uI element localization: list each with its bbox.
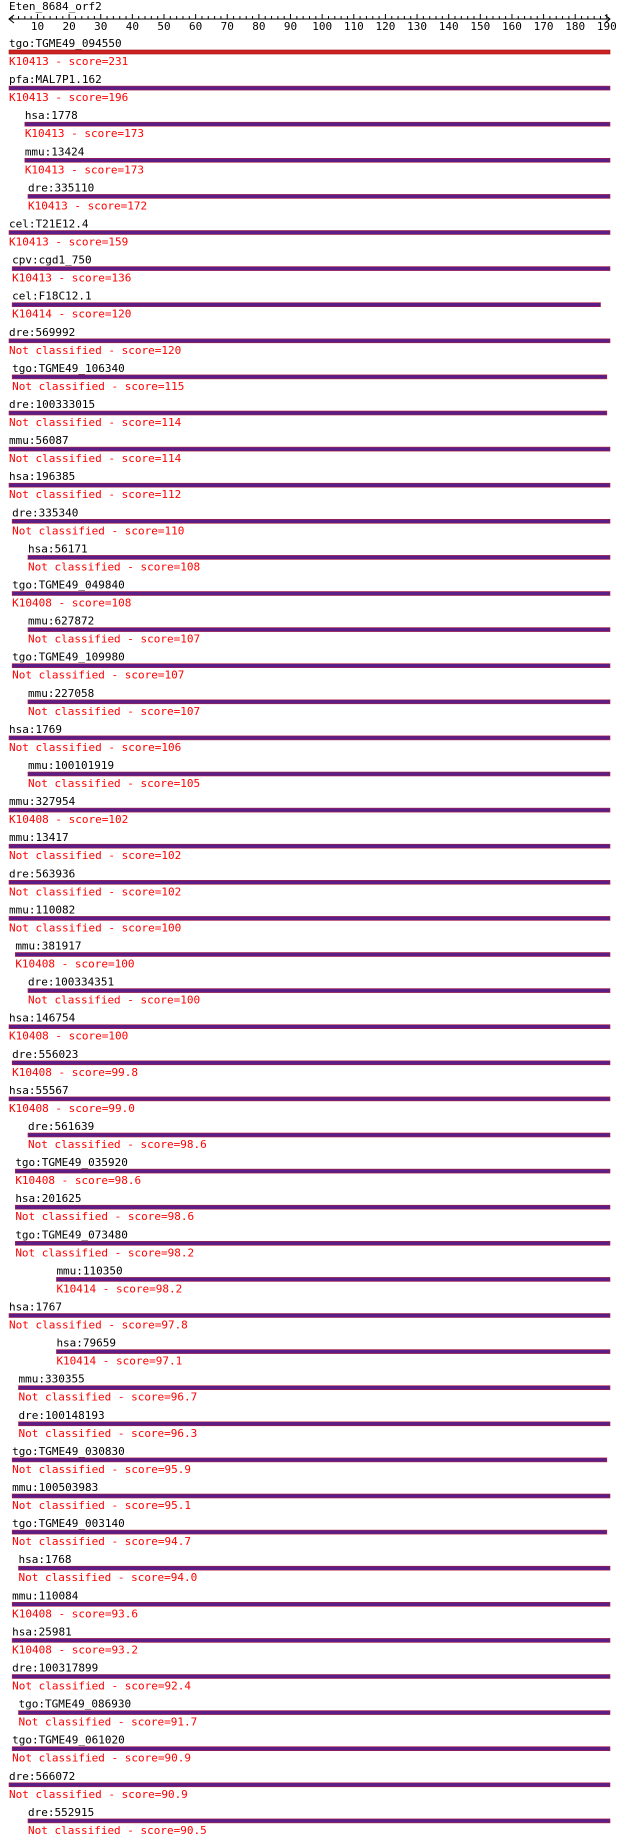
hit-alignment-bar[interactable] xyxy=(12,1494,610,1498)
hit-name: mmu:330355 xyxy=(18,1372,85,1386)
hit-row xyxy=(9,795,610,826)
hit-score-label: K10408 - score=99.0 xyxy=(9,1101,135,1115)
hit-name: tgo:TGME49_106340 xyxy=(12,361,125,375)
hit-score-label: Not classified - score=115 xyxy=(12,379,185,393)
hit-name: mmu:110082 xyxy=(9,903,76,917)
hit-alignment-bar[interactable] xyxy=(12,1675,610,1679)
hit-alignment-bar[interactable] xyxy=(9,1025,610,1029)
hit-alignment-bar[interactable] xyxy=(12,1061,610,1065)
hit-row xyxy=(28,1120,610,1151)
ruler-tick-label: 90 xyxy=(283,20,298,33)
hit-row xyxy=(9,470,610,501)
ruler-tick-label: 150 xyxy=(470,20,491,33)
hit-alignment-bar[interactable] xyxy=(25,158,610,162)
hit-alignment-bar[interactable] xyxy=(12,267,610,271)
hit-alignment-bar[interactable] xyxy=(9,339,610,343)
hit-name: mmu:56087 xyxy=(9,434,69,448)
hit-row xyxy=(28,1806,610,1837)
hit-alignment-bar[interactable] xyxy=(25,122,610,126)
hit-name: mmu:100101919 xyxy=(27,759,115,772)
hit-score-label: Not classified - score=90.9 xyxy=(12,1751,191,1765)
hit-name: mmu:381917 xyxy=(15,939,82,953)
hit-alignment-bar[interactable] xyxy=(9,844,610,848)
hit-row xyxy=(9,867,610,898)
hit-name: dre:552915 xyxy=(27,1805,95,1819)
hit-name: mmu:227058 xyxy=(27,686,95,700)
hit-row xyxy=(15,1156,610,1187)
hit-alignment-bar[interactable] xyxy=(18,1711,610,1715)
hit-name: dre:566072 xyxy=(9,1769,76,1783)
hit-name: tgo:TGME49_049840 xyxy=(12,578,125,592)
hit-row xyxy=(9,326,610,357)
ruler-tick-label: 190 xyxy=(596,20,617,33)
ruler-tick-label: 140 xyxy=(438,20,459,33)
hit-alignment-bar[interactable] xyxy=(28,700,610,704)
hit-row xyxy=(9,218,610,249)
hit-alignment-bar[interactable] xyxy=(12,1458,607,1462)
hit-row xyxy=(9,1301,610,1332)
hit-alignment-bar[interactable] xyxy=(28,194,610,198)
hit-alignment-bar[interactable] xyxy=(15,953,610,957)
hit-row xyxy=(28,759,610,790)
hit-score-label: K10408 - score=99.8 xyxy=(12,1065,139,1079)
hit-name: hsa:25981 xyxy=(12,1625,72,1639)
hit-row xyxy=(18,1373,610,1404)
hit-score-label: K10408 - score=100 xyxy=(15,957,135,971)
hit-name: hsa:79659 xyxy=(56,1336,117,1350)
ruler-tick-label: 120 xyxy=(375,20,396,33)
ruler-tick-label: 20 xyxy=(62,20,76,33)
hit-score-label: Not classified - score=107 xyxy=(27,632,201,646)
hit-name: tgo:TGME49_086930 xyxy=(18,1697,132,1711)
hit-name: mmu:13424 xyxy=(24,145,85,159)
hit-alignment-bar[interactable] xyxy=(12,519,610,523)
hit-name: tgo:TGME49_094550 xyxy=(9,37,122,50)
hit-name: dre:563936 xyxy=(9,867,76,881)
hit-score-label: Not classified - score=92.4 xyxy=(12,1679,191,1693)
hit-alignment-bar[interactable] xyxy=(28,989,610,993)
hit-alignment-bar[interactable] xyxy=(9,880,610,884)
hit-name: dre:100333015 xyxy=(9,398,96,411)
hit-score-label: K10413 - score=173 xyxy=(24,163,145,177)
hit-row xyxy=(18,1409,610,1440)
hit-name: dre:335340 xyxy=(12,506,79,520)
hit-score-label: Not classified - score=97.8 xyxy=(9,1318,188,1332)
hit-name: tgo:TGME49_003140 xyxy=(12,1517,125,1531)
hit-score-label: Not classified - score=94.0 xyxy=(18,1571,198,1585)
ruler-tick-label: 180 xyxy=(565,20,586,33)
hit-row xyxy=(9,73,610,104)
hit-score-label: K10408 - score=100 xyxy=(9,1029,129,1043)
hit-score-label: K10408 - score=98.6 xyxy=(15,1174,142,1188)
ruler-tick-label: 110 xyxy=(343,20,364,33)
hit-alignment-bar[interactable] xyxy=(9,736,610,740)
hit-score-label: Not classified - score=100 xyxy=(9,921,182,935)
hit-alignment-bar[interactable] xyxy=(12,375,607,379)
hit-row xyxy=(9,723,610,754)
hit-alignment-bar[interactable] xyxy=(18,1422,610,1426)
hit-score-label: Not classified - score=90.9 xyxy=(9,1787,188,1801)
hit-score-label: K10413 - score=172 xyxy=(27,199,148,213)
hit-row xyxy=(12,1445,607,1476)
hit-name: tgo:TGME49_035920 xyxy=(15,1156,128,1170)
hit-alignment-bar[interactable] xyxy=(56,1350,610,1354)
hit-score-label: Not classified - score=102 xyxy=(9,885,182,899)
ruler-tick-label: 60 xyxy=(189,20,203,33)
hit-name: dre:100334351 xyxy=(27,975,115,989)
hit-alignment-bar[interactable] xyxy=(9,483,610,487)
hit-score-label: K10414 - score=120 xyxy=(12,307,132,321)
hit-row xyxy=(18,1553,610,1584)
ruler-tick-label: 30 xyxy=(94,20,108,33)
hit-name: pfa:MAL7P1.162 xyxy=(9,73,102,87)
hit-score-label: Not classified - score=106 xyxy=(9,740,182,754)
hit-name: cel:F18C12.1 xyxy=(12,289,92,303)
hit-score-label: K10414 - score=97.1 xyxy=(56,1354,183,1368)
hit-alignment-bar[interactable] xyxy=(56,1277,610,1281)
hit-name: hsa:55567 xyxy=(9,1083,69,1097)
hit-alignment-bar[interactable] xyxy=(9,231,610,235)
hit-name: tgo:TGME49_061020 xyxy=(12,1733,125,1747)
hit-name: tgo:TGME49_109980 xyxy=(12,650,125,664)
hit-score-label: Not classified - score=95.9 xyxy=(12,1462,191,1476)
hit-row xyxy=(28,615,610,646)
hit-row xyxy=(12,1481,610,1512)
hit-score-label: Not classified - score=95.1 xyxy=(12,1499,191,1512)
ruler-tick-label: 160 xyxy=(502,20,522,33)
hit-name: cel:T21E12.4 xyxy=(9,217,89,231)
hit-alignment-bar[interactable] xyxy=(28,628,610,632)
hit-name: mmu:13417 xyxy=(9,831,69,845)
hit-name: dre:100317899 xyxy=(12,1661,99,1675)
hit-row xyxy=(12,651,610,682)
hit-score-label: Not classified - score=102 xyxy=(9,849,182,863)
hit-score-label: K10413 - score=173 xyxy=(24,127,145,141)
ruler-tick-label: 170 xyxy=(533,20,554,33)
hit-row xyxy=(25,145,610,176)
hit-name: hsa:196385 xyxy=(9,470,76,484)
hit-name: mmu:627872 xyxy=(27,614,95,628)
hit-name: hsa:146754 xyxy=(9,1011,76,1025)
ruler-tick-label: 50 xyxy=(157,20,171,33)
hit-alignment-bar[interactable] xyxy=(9,447,610,451)
ruler-tick-label: 40 xyxy=(125,20,139,33)
hit-row xyxy=(18,1698,610,1729)
hit-alignment-bar[interactable] xyxy=(9,916,610,920)
hit-row xyxy=(9,1084,610,1115)
hit-score-label: K10408 - score=93.2 xyxy=(12,1643,139,1657)
hit-row xyxy=(12,1048,610,1079)
hit-alignment-bar[interactable] xyxy=(15,1241,610,1245)
hit-score-label: K10413 - score=159 xyxy=(9,235,129,249)
hit-name: hsa:1769 xyxy=(9,722,62,736)
hit-name: hsa:1778 xyxy=(24,109,78,123)
hit-row xyxy=(28,181,610,212)
ruler-tick-label: 100 xyxy=(312,20,333,33)
hit-alignment-bar[interactable] xyxy=(9,1783,610,1787)
hit-name: dre:561639 xyxy=(27,1120,95,1133)
ruler xyxy=(9,0,617,33)
hit-alignment-bar[interactable] xyxy=(9,1097,610,1101)
hit-alignment-bar[interactable] xyxy=(28,1819,610,1823)
hit-row xyxy=(12,1662,610,1693)
hit-row xyxy=(12,1589,610,1620)
hit-score-label: Not classified - score=96.7 xyxy=(18,1390,198,1404)
hit-row xyxy=(9,37,610,68)
hit-row xyxy=(28,687,610,718)
hit-row xyxy=(9,831,610,862)
ruler-tick-label: 10 xyxy=(30,20,45,33)
hit-score-label: Not classified - score=98.2 xyxy=(15,1246,195,1260)
hit-alignment-bar[interactable] xyxy=(28,1133,610,1137)
hit-row xyxy=(12,1625,610,1656)
hit-score-label: K10408 - score=102 xyxy=(9,813,129,827)
hit-row xyxy=(56,1337,610,1368)
hit-row xyxy=(12,579,610,610)
hit-row xyxy=(25,109,610,140)
hit-row xyxy=(12,254,610,285)
hit-row xyxy=(12,290,600,321)
hit-score-label: Not classified - score=112 xyxy=(9,488,182,502)
hit-name: dre:335110 xyxy=(27,181,95,195)
hit-score-label: Not classified - score=94.7 xyxy=(12,1535,191,1549)
hit-score-label: K10408 - score=108 xyxy=(12,596,132,610)
hit-row xyxy=(9,434,610,465)
hit-alignment-bar[interactable] xyxy=(9,808,610,812)
hit-score-label: Not classified - score=107 xyxy=(27,704,201,718)
hit-score-label: K10413 - score=136 xyxy=(12,271,132,285)
hit-name: hsa:1767 xyxy=(9,1300,62,1314)
hit-score-label: Not classified - score=96.3 xyxy=(18,1426,198,1440)
hit-row xyxy=(9,1770,610,1801)
hit-score-label: K10413 - score=231 xyxy=(9,55,129,68)
hit-alignment-bar[interactable] xyxy=(12,592,610,596)
hit-row xyxy=(12,1734,610,1765)
hit-alignment-bar[interactable] xyxy=(9,1314,610,1318)
hit-name: hsa:56171 xyxy=(27,542,88,556)
hit-score-label: Not classified - score=91.7 xyxy=(18,1715,198,1729)
hit-row xyxy=(56,1264,610,1295)
hit-row xyxy=(9,903,610,934)
hit-name: tgo:TGME49_073480 xyxy=(15,1228,128,1242)
hit-list xyxy=(9,37,610,1837)
hit-alignment-bar[interactable] xyxy=(12,1638,610,1642)
hit-alignment-bar[interactable] xyxy=(12,1530,607,1534)
hit-name: tgo:TGME49_030830 xyxy=(12,1444,125,1458)
hit-name: hsa:1768 xyxy=(18,1553,72,1567)
hit-name: mmu:327954 xyxy=(9,795,76,809)
hit-alignment-bar[interactable] xyxy=(9,50,610,54)
hit-alignment-bar[interactable] xyxy=(28,555,610,559)
ruler-tick-label: 80 xyxy=(252,20,266,33)
hit-row xyxy=(9,398,607,429)
hit-name: mmu:110084 xyxy=(12,1589,79,1603)
hit-row xyxy=(15,1228,610,1259)
hit-alignment-bar[interactable] xyxy=(28,772,610,776)
hit-alignment-bar[interactable] xyxy=(12,664,610,668)
hit-name: cpv:cgd1_750 xyxy=(12,253,92,267)
query-title: Eten_8684_orf2 xyxy=(9,0,102,13)
ruler-tick-label: 130 xyxy=(407,20,427,33)
hit-name: dre:100148193 xyxy=(18,1408,105,1422)
hit-score-label: K10414 - score=98.2 xyxy=(56,1282,183,1296)
hit-row xyxy=(12,506,610,537)
hit-alignment-bar[interactable] xyxy=(18,1566,610,1570)
hit-alignment-bar[interactable] xyxy=(9,86,610,90)
hit-name: dre:569992 xyxy=(9,325,76,339)
hit-alignment-bar[interactable] xyxy=(9,411,607,415)
hit-score-label: Not classified - score=98.6 xyxy=(27,1138,207,1151)
hit-row xyxy=(15,940,610,971)
hit-alignment-bar[interactable] xyxy=(12,303,600,307)
hit-row xyxy=(28,542,610,573)
hit-score-label: Not classified - score=114 xyxy=(9,452,182,466)
hit-score-label: Not classified - score=105 xyxy=(27,777,201,790)
hit-alignment-bar[interactable] xyxy=(18,1386,610,1390)
hit-score-label: Not classified - score=108 xyxy=(27,560,201,574)
hit-name: dre:556023 xyxy=(12,1047,79,1061)
hit-alignment-bar[interactable] xyxy=(15,1169,610,1173)
hit-score-label: Not classified - score=98.6 xyxy=(15,1210,195,1224)
hit-name: hsa:201625 xyxy=(15,1192,82,1206)
hit-score-label: Not classified - score=110 xyxy=(12,524,185,538)
hit-score-label: Not classified - score=107 xyxy=(12,668,185,682)
ruler-tick-label: 70 xyxy=(220,20,234,33)
hit-score-label: Not classified - score=120 xyxy=(9,343,182,357)
hit-score-label: Not classified - score=114 xyxy=(9,416,182,429)
hit-alignment-bar[interactable] xyxy=(15,1205,610,1209)
hit-row xyxy=(28,976,610,1007)
hit-row xyxy=(12,1517,607,1548)
hit-alignment-bar[interactable] xyxy=(12,1602,610,1606)
hit-score-label: K10413 - score=196 xyxy=(9,91,129,105)
hit-score-label: K10408 - score=93.6 xyxy=(12,1607,139,1621)
hit-row xyxy=(9,1012,610,1043)
hit-row xyxy=(12,362,607,393)
hit-score-label: Not classified - score=100 xyxy=(27,993,201,1007)
hit-name: mmu:100503983 xyxy=(12,1481,99,1494)
hit-row xyxy=(15,1192,610,1223)
hit-alignment-bar[interactable] xyxy=(12,1747,610,1751)
hit-name: mmu:110350 xyxy=(56,1264,123,1278)
hit-score-label: Not classified - score=90.5 xyxy=(27,1823,207,1837)
